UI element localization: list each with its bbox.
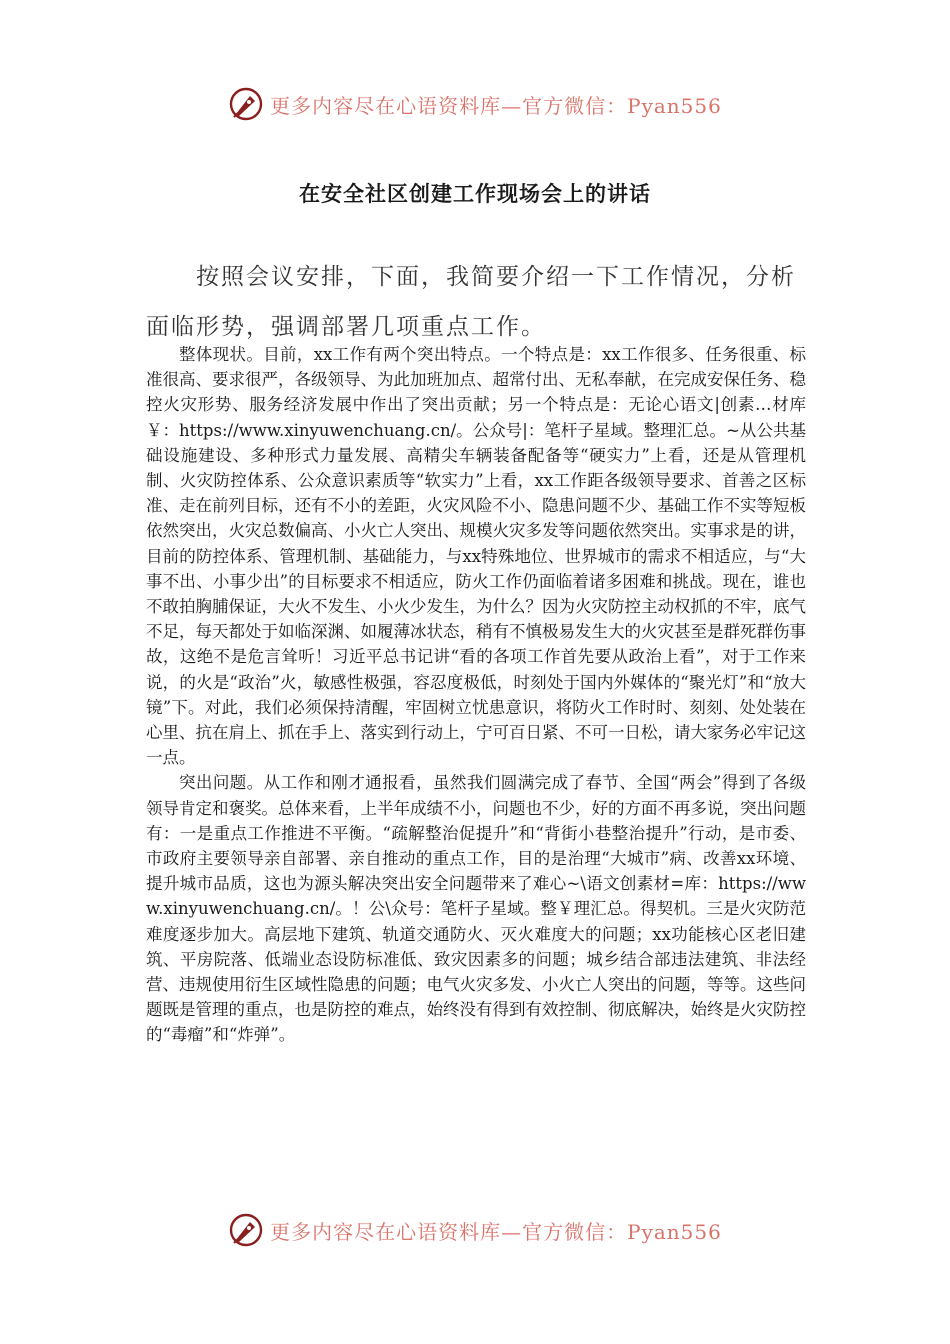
pen-nib-logo-icon [228, 86, 264, 122]
watermark-header [0, 84, 950, 124]
document-title: 在安全社区创建工作现场会上的讲话 [299, 182, 651, 206]
watermark-text: 更多内容尽在心语资料库—官方微信：Pyan556 [270, 1219, 722, 1244]
document-body [146, 342, 806, 1048]
body-paragraph: 整体现状。目前，xx工作有两个突出特点。一个特点是：xx工作很多、任务很重、标准很高、要求很严，各级领导、为此加班加点、超常付出、无私奉献，在完成安保任务、稳控火灾形势、服务经济发展中作出了突出贡献；另一个特点是：无论心语文|创素…材库￥：https://www.xinyuwenchuang.cn/。公众号|：笔杆子星域。整理汇总。~从公共基础设施建设、多种形式力量发展、高精尖车辆装备配备等“硬实力”上看，还是从管理机制、火灾防控体系、公众意识素质等“软实力”上看，xx工作距各级领导要求、首善之区标准、走在前列目标，还有不小的差距，火灾风险不小、隐患问题不少、基础工作不实等短板依然突出，火灾总数偏高、小火亡人突出、规模火灾多发等问题依然突出。实事求是的讲，目前的防控体系、管理机制、基础能力，与xx特殊地位、世界城市的需求不相适应，与“大事不出、小事少出”的目标要求不相适应，防火工作仍面临着诸多困难和挑战。现在，谁也不敢拍胸脯保证，大火不发生、小火少发生，为什么？因为火灾防控主动权抓的不牢，底气不足，每天都处于如临深渊、如履薄冰状态，稍有不慎极易发生大的火灾甚至是群死群伤事故，这绝不是危言耸听！习近平总书记讲“看的各项工作首先要从政治上看”，对于工作来说，的火是“政治”火，敏感性极强，容忍度极低，时刻处于国内外媒体的“聚光灯”和“放大镜”下。对此，我们必须保持清醒，牢固树立忧患意识，将防火工作时时、刻刻、处处装在心里、抗在肩上、抓在手上、落实到行动上，宁可百日紧、不可一日松，请大家务必牢记这一点。 [146, 345, 806, 768]
watermark-footer [0, 1210, 950, 1250]
lead-paragraph: 按照会议安排，下面，我简要介绍一下工作情况，分析面临形势，强调部署几项重点工作。 [146, 264, 796, 340]
pen-nib-logo-icon [228, 1212, 264, 1248]
watermark-text: 更多内容尽在心语资料库—官方微信：Pyan556 [270, 93, 722, 118]
body-paragraph: 突出问题。从工作和刚才通报看，虽然我们圆满完成了春节、全国“两会”得到了各级领导肯定和褒奖。总体来看，上半年成绩不小，问题也不少，好的方面不再多说，突出问题有：一是重点工作推进不平衡。“疏解整治促提升”和“背街小巷整治提升”行动，是市委、市政府主要领导亲自部署、亲自推动的重点工作，目的是治理“大城市”病、改善xx环境、提升城市品质，这也为源头解决突出安全问题带来了难心~\语文创素材=库：https://www.xinyuwenchuang.cn/。！公\众号：笔杆子星域。整￥理汇总。得契机。三是火灾防范难度逐步加大。高层地下建筑、轨道交通防火、灭火难度大的问题；xx功能核心区老旧建筑、平房院落、低端业态设防标准低、致灾因素多的问题；城乡结合部违法建筑、非法经营、违规使用衍生区域性隐患的问题；电气火灾多发、小火亡人突出的问题，等等。这些问题既是管理的重点，也是防控的难点，始终没有得到有效控制、彻底解决，始终是火灾防控的“毒瘤”和“炸弹”。 [146, 773, 806, 1045]
